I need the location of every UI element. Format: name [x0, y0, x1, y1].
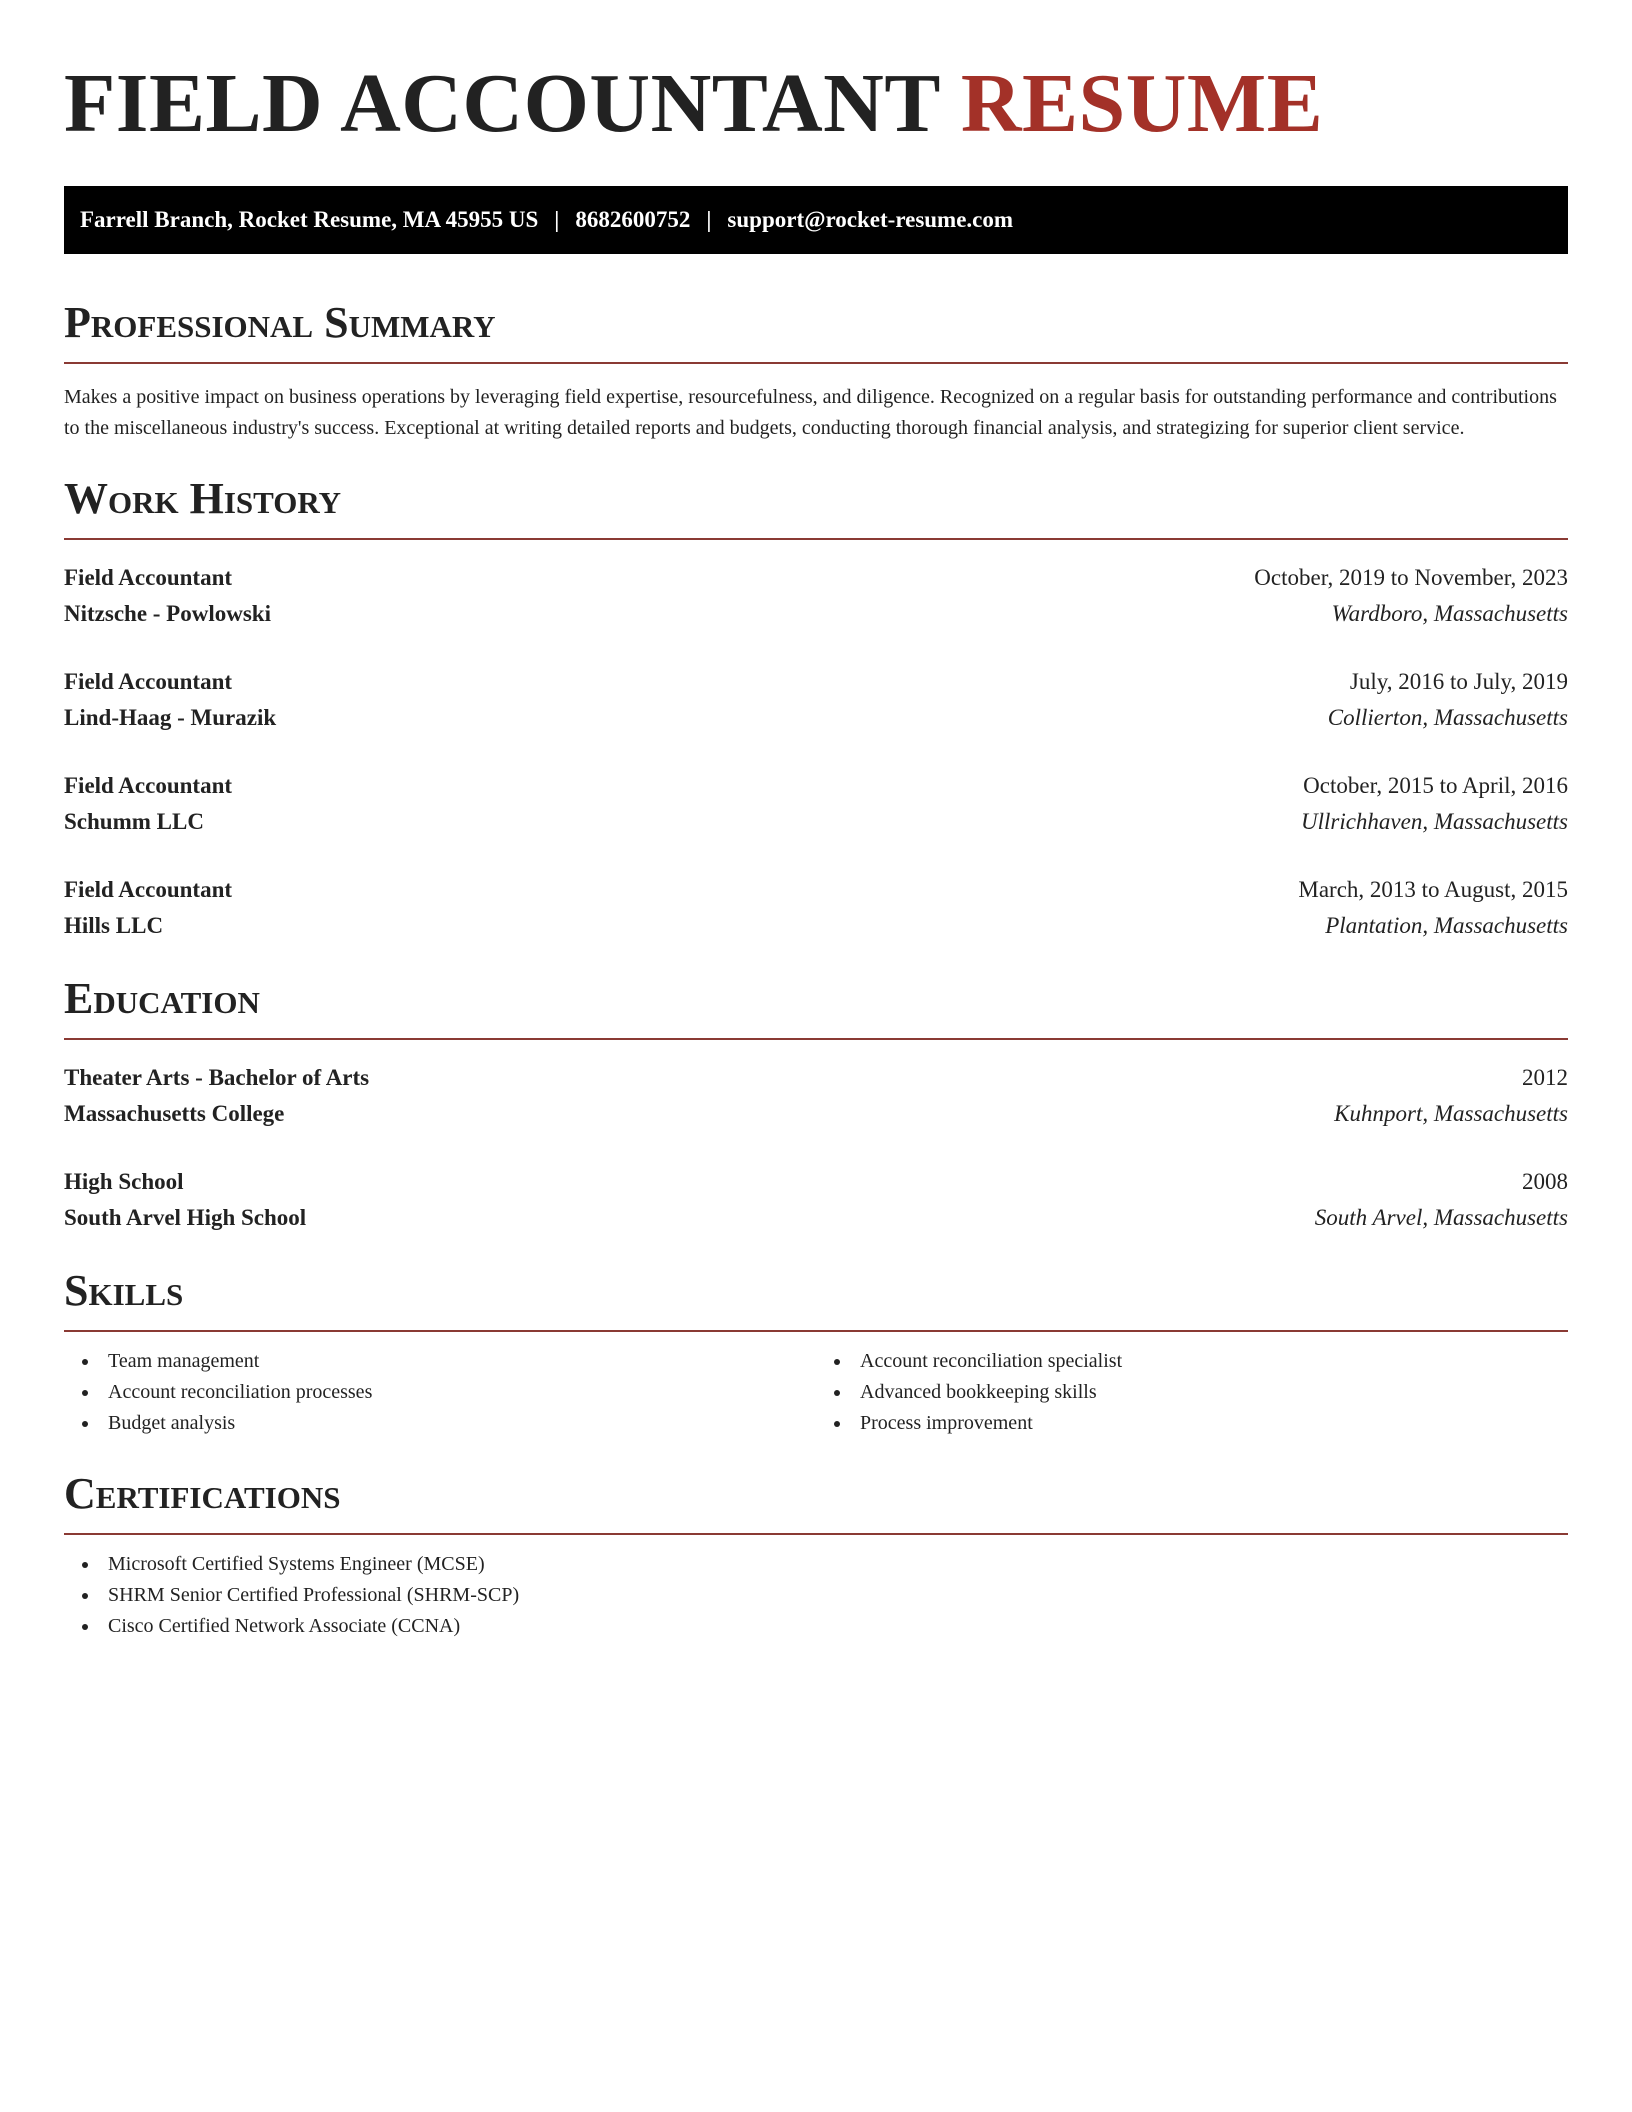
company-name: Lind-Haag - Murazik: [64, 705, 277, 730]
school-location: Kuhnport, Massachusetts: [1334, 1101, 1568, 1126]
job-dates: October, 2015 to April, 2016: [1303, 773, 1568, 798]
skills-heading: Skills: [64, 1266, 1568, 1332]
job-title: Field Accountant: [64, 877, 233, 902]
work-history-section: [64, 474, 1568, 944]
education-heading: Education: [64, 974, 1568, 1040]
work-history-heading: Work History: [64, 474, 1568, 540]
degree-name: Theater Arts - Bachelor of Arts: [64, 1065, 370, 1090]
job-location: Plantation, Massachusetts: [1325, 913, 1568, 938]
summary-text: Makes a positive impact on business operations by leveraging field expertise, resourcefulness, and diligence. Recognized on a regular basis for outstanding performance and contributions to the miscellaneous industry's success. Exceptional at writing detailed reports and budgets, conducting thorough financial analysis, and strategizing for superior client service.: [64, 386, 1557, 439]
certification-item: SHRM Senior Certified Professional (SHRM-SCP): [64, 1580, 1568, 1611]
title-main: FIELD ACCOUNTANT: [64, 57, 940, 150]
education-list: [64, 1060, 1568, 1236]
skill-item: Process improvement: [816, 1408, 1568, 1439]
contact-phone: 8682600752: [575, 207, 691, 232]
school-name: Massachusetts College: [64, 1101, 285, 1126]
summary-section: [64, 298, 1568, 444]
job-dates: March, 2013 to August, 2015: [1298, 877, 1568, 902]
job-location: Ullrichhaven, Massachusetts: [1300, 809, 1568, 834]
certification-item: Cisco Certified Network Associate (CCNA): [64, 1611, 1568, 1642]
education-entry: [64, 1060, 1568, 1132]
company-name: Nitzsche - Powlowski: [64, 601, 271, 626]
certification-item: Microsoft Certified Systems Engineer (MCSE): [64, 1549, 1568, 1580]
skill-item: Advanced bookkeeping skills: [816, 1377, 1568, 1408]
skill-item: Team management: [64, 1346, 816, 1377]
school-location: South Arvel, Massachusetts: [1314, 1205, 1568, 1230]
education-section: [64, 974, 1568, 1236]
company-name: Hills LLC: [64, 913, 164, 938]
contact-separator: |: [706, 207, 712, 232]
degree-name: High School: [64, 1169, 184, 1194]
summary-heading: Professional Summary: [64, 298, 1568, 364]
title-accent: RESUME: [960, 57, 1324, 150]
work-entry: [64, 768, 1568, 840]
graduation-year: 2008: [1522, 1169, 1568, 1194]
job-location: Collierton, Massachusetts: [1327, 705, 1568, 730]
skills-column-right: [816, 1346, 1568, 1439]
job-title: Field Accountant: [64, 773, 233, 798]
work-entry: [64, 664, 1568, 736]
education-entry: [64, 1164, 1568, 1236]
skill-item: Account reconciliation processes: [64, 1377, 816, 1408]
contact-separator: |: [554, 207, 560, 232]
company-name: Schumm LLC: [64, 809, 204, 834]
certifications-list: [64, 1549, 1568, 1642]
graduation-year: 2012: [1522, 1065, 1568, 1090]
contact-bar: [64, 186, 1568, 254]
skills-grid: [64, 1346, 1568, 1439]
work-entry: [64, 872, 1568, 944]
job-location: Wardboro, Massachusetts: [1331, 601, 1568, 626]
skill-item: Account reconciliation specialist: [816, 1346, 1568, 1377]
certifications-heading: Certifications: [64, 1469, 1568, 1535]
skills-section: [64, 1266, 1568, 1439]
work-entry: [64, 560, 1568, 632]
resume-title: [64, 56, 1568, 152]
skill-item: Budget analysis: [64, 1408, 816, 1439]
job-dates: October, 2019 to November, 2023: [1254, 565, 1568, 590]
job-title: Field Accountant: [64, 669, 233, 694]
contact-email: support@rocket-resume.com: [727, 207, 1014, 232]
job-title: Field Accountant: [64, 565, 233, 590]
contact-address: Farrell Branch, Rocket Resume, MA 45955 US: [80, 207, 539, 232]
skills-column-left: [64, 1346, 816, 1439]
job-dates: July, 2016 to July, 2019: [1349, 669, 1568, 694]
certifications-section: [64, 1469, 1568, 1642]
work-history-list: [64, 560, 1568, 944]
school-name: South Arvel High School: [64, 1205, 307, 1230]
